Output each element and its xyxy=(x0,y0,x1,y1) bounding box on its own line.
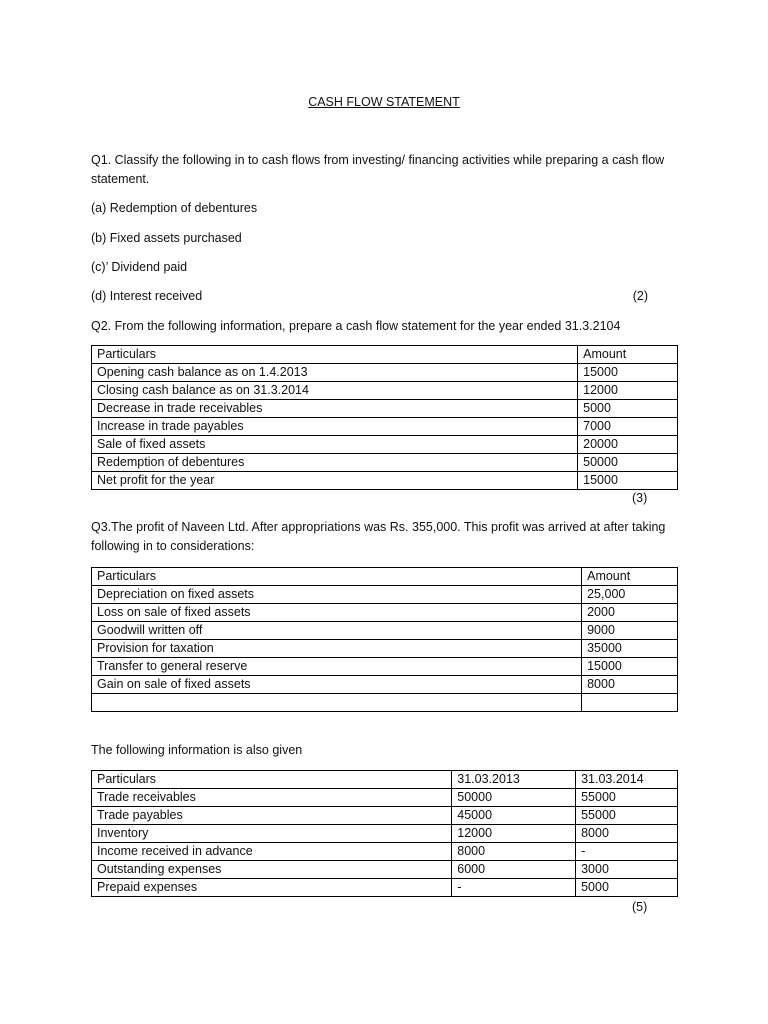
table-cell: 12000 xyxy=(578,382,678,400)
table-cell: Net profit for the year xyxy=(92,472,578,490)
q3-info-table xyxy=(91,770,678,897)
table-cell: 50000 xyxy=(578,454,678,472)
table-cell: - xyxy=(452,879,576,897)
q1-item-c: (c)’ Dividend paid xyxy=(91,260,188,274)
q2-table xyxy=(91,345,678,490)
table-cell: Loss on sale of fixed assets xyxy=(92,604,582,622)
table-row xyxy=(92,418,678,436)
table-row xyxy=(92,400,678,418)
table-row xyxy=(92,861,678,879)
table-cell: 9000 xyxy=(582,622,678,640)
table-row xyxy=(92,676,678,694)
table-row xyxy=(92,604,678,622)
table-cell: Provision for taxation xyxy=(92,640,582,658)
q3-marks: (5) xyxy=(632,900,648,914)
table-cell: Sale of fixed assets xyxy=(92,436,578,454)
table-row xyxy=(92,879,678,897)
table-cell: 8000 xyxy=(576,825,678,843)
table-cell: 35000 xyxy=(582,640,678,658)
table-cell: 31.03.2014 xyxy=(576,771,678,789)
table-cell: 55000 xyxy=(576,807,678,825)
table-cell: Goodwill written off xyxy=(92,622,582,640)
table-cell: 15000 xyxy=(578,364,678,382)
table-row xyxy=(92,807,678,825)
table-header-row xyxy=(92,771,678,789)
table-cell: Trade receivables xyxy=(92,789,452,807)
table-cell: Increase in trade payables xyxy=(92,418,578,436)
q1-item-b: (b) Fixed assets purchased xyxy=(91,231,242,245)
table-cell: Redemption of debentures xyxy=(92,454,578,472)
q3-table xyxy=(91,567,678,712)
q1-item-d: (d) Interest received xyxy=(91,289,203,303)
q1-marks: (2) xyxy=(632,289,648,303)
table-cell: Inventory xyxy=(92,825,452,843)
table-cell: 20000 xyxy=(578,436,678,454)
table-cell: 15000 xyxy=(578,472,678,490)
table-cell: Income received in advance xyxy=(92,843,452,861)
table-cell: 31.03.2013 xyxy=(452,771,576,789)
q2-question: Q2. From the following information, prepare a cash flow statement for the year ended 31.3.2104 xyxy=(91,319,621,333)
table-header-row xyxy=(92,346,678,364)
table-row xyxy=(92,364,678,382)
table-cell: Particulars xyxy=(92,568,582,586)
table-cell: 3000 xyxy=(576,861,678,879)
table-cell xyxy=(92,694,582,712)
table-cell: 45000 xyxy=(452,807,576,825)
page-title: CASH FLOW STATEMENT xyxy=(308,95,460,109)
table-cell: 2000 xyxy=(582,604,678,622)
table-cell: Closing cash balance as on 31.3.2014 xyxy=(92,382,578,400)
q1-item-a: (a) Redemption of debentures xyxy=(91,201,258,215)
table-cell: Decrease in trade receivables xyxy=(92,400,578,418)
table-row xyxy=(92,640,678,658)
table-row xyxy=(92,436,678,454)
table-cell: Prepaid expenses xyxy=(92,879,452,897)
table-row xyxy=(92,789,678,807)
table-cell: - xyxy=(576,843,678,861)
table-row xyxy=(92,694,678,712)
table-row xyxy=(92,382,678,400)
table-cell: Outstanding expenses xyxy=(92,861,452,879)
table-cell: Opening cash balance as on 1.4.2013 xyxy=(92,364,578,382)
table-cell: 8000 xyxy=(582,676,678,694)
table-cell: Particulars xyxy=(92,346,578,364)
q2-marks: (3) xyxy=(632,491,648,505)
table-cell: Gain on sale of fixed assets xyxy=(92,676,582,694)
table-cell: 6000 xyxy=(452,861,576,879)
table-cell xyxy=(582,694,678,712)
q3-info-text: The following information is also given xyxy=(91,743,303,757)
table-row xyxy=(92,843,678,861)
table-cell: Depreciation on fixed assets xyxy=(92,586,582,604)
table-row xyxy=(92,472,678,490)
table-row xyxy=(92,586,678,604)
table-row xyxy=(92,622,678,640)
table-row xyxy=(92,658,678,676)
q3-question: Q3.The profit of Naveen Ltd. After appropriations was Rs. 355,000. This profit was arrived at after taking following in to considerations: xyxy=(91,520,666,553)
q1-item-d-row xyxy=(91,287,681,306)
table-cell: 12000 xyxy=(452,825,576,843)
table-row xyxy=(92,454,678,472)
table-cell: Particulars xyxy=(92,771,452,789)
table-cell: 50000 xyxy=(452,789,576,807)
table-row xyxy=(92,825,678,843)
table-cell: 25,000 xyxy=(582,586,678,604)
table-cell: 55000 xyxy=(576,789,678,807)
table-header-row xyxy=(92,568,678,586)
table-cell: Transfer to general reserve xyxy=(92,658,582,676)
table-cell: 8000 xyxy=(452,843,576,861)
table-cell: Trade payables xyxy=(92,807,452,825)
table-cell: Amount xyxy=(578,346,678,364)
table-cell: 7000 xyxy=(578,418,678,436)
q1-question: Q1. Classify the following in to cash flows from investing/ financing activities while preparing a cash flow statement. xyxy=(91,153,665,186)
table-cell: 5000 xyxy=(576,879,678,897)
table-cell: 5000 xyxy=(578,400,678,418)
table-cell: 15000 xyxy=(582,658,678,676)
table-cell: Amount xyxy=(582,568,678,586)
